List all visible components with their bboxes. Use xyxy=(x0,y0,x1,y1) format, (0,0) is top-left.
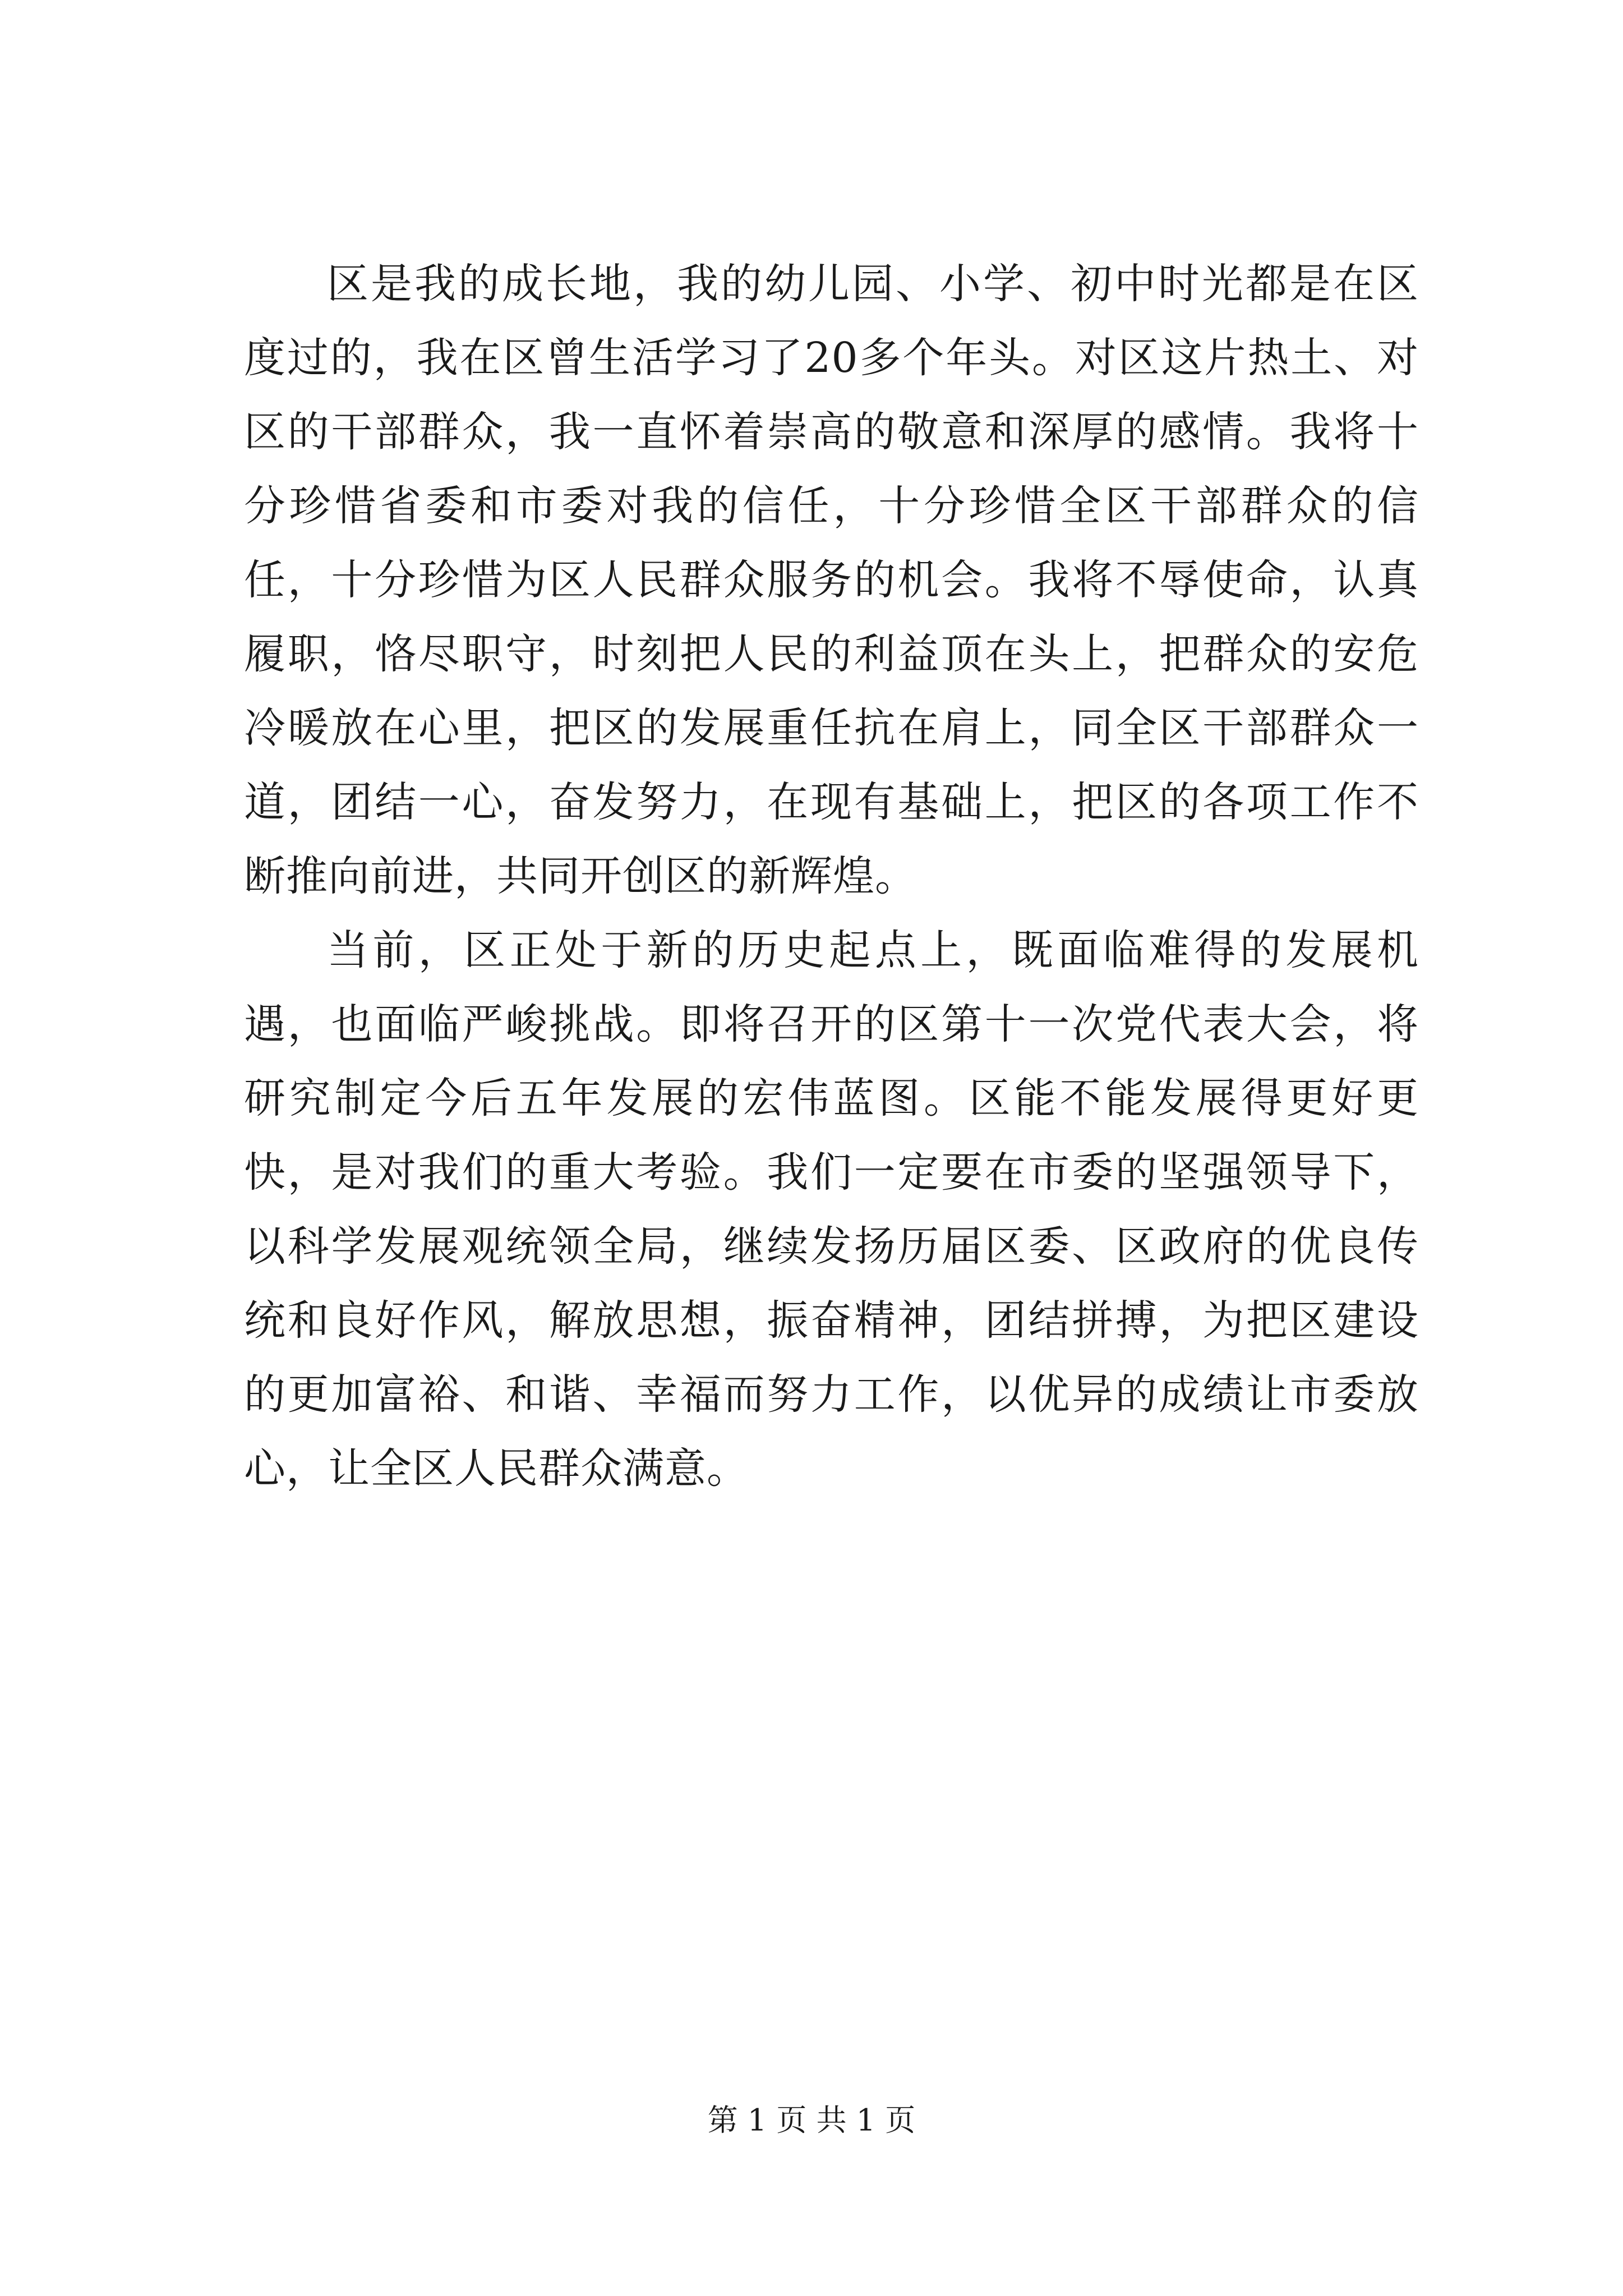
paragraph-1: 区是我的成长地，我的幼儿园、小学、初中时光都是在区度过的，我在区曾生活学习了20多个年头。对区这片热土、对区的干部群众，我一直怀着崇高的敬意和深厚的感情。我将十分珍惜省委和市委对我的信任，十分珍惜全区干部群众的信任，十分珍惜为区人民群众服务的机会。我将不辱使命，认真履职，恪尽职守，时刻把人民的利益顶在头上，把群众的安危冷暖放在心里，把区的发展重任抗在肩上，同全区干部群众一道，团结一心，奋发努力，在现有基础上，把区的各项工作不断推向前进，共同开创区的新辉煌。 xyxy=(244,260,1419,900)
document-body xyxy=(244,247,1419,1506)
page-footer: 第 1 页 共 1 页 xyxy=(707,2102,916,2138)
paragraph-2: 当前，区正处于新的历史起点上，既面临难得的发展机遇，也面临严峻挑战。即将召开的区第十一次党代表大会，将研究制定今后五年发展的宏伟蓝图。区能不能发展得更好更快，是对我们的重大考验。我们一定要在市委的坚强领导下，以科学发展观统领全局，继续发扬历届区委、区政府的优良传统和良好作风，解放思想，振奋精神，团结拼搏，为把区建设的更加富裕、和谐、幸福而努力工作，以优异的成绩让市委放心，让全区人民群众满意。 xyxy=(244,926,1419,1493)
